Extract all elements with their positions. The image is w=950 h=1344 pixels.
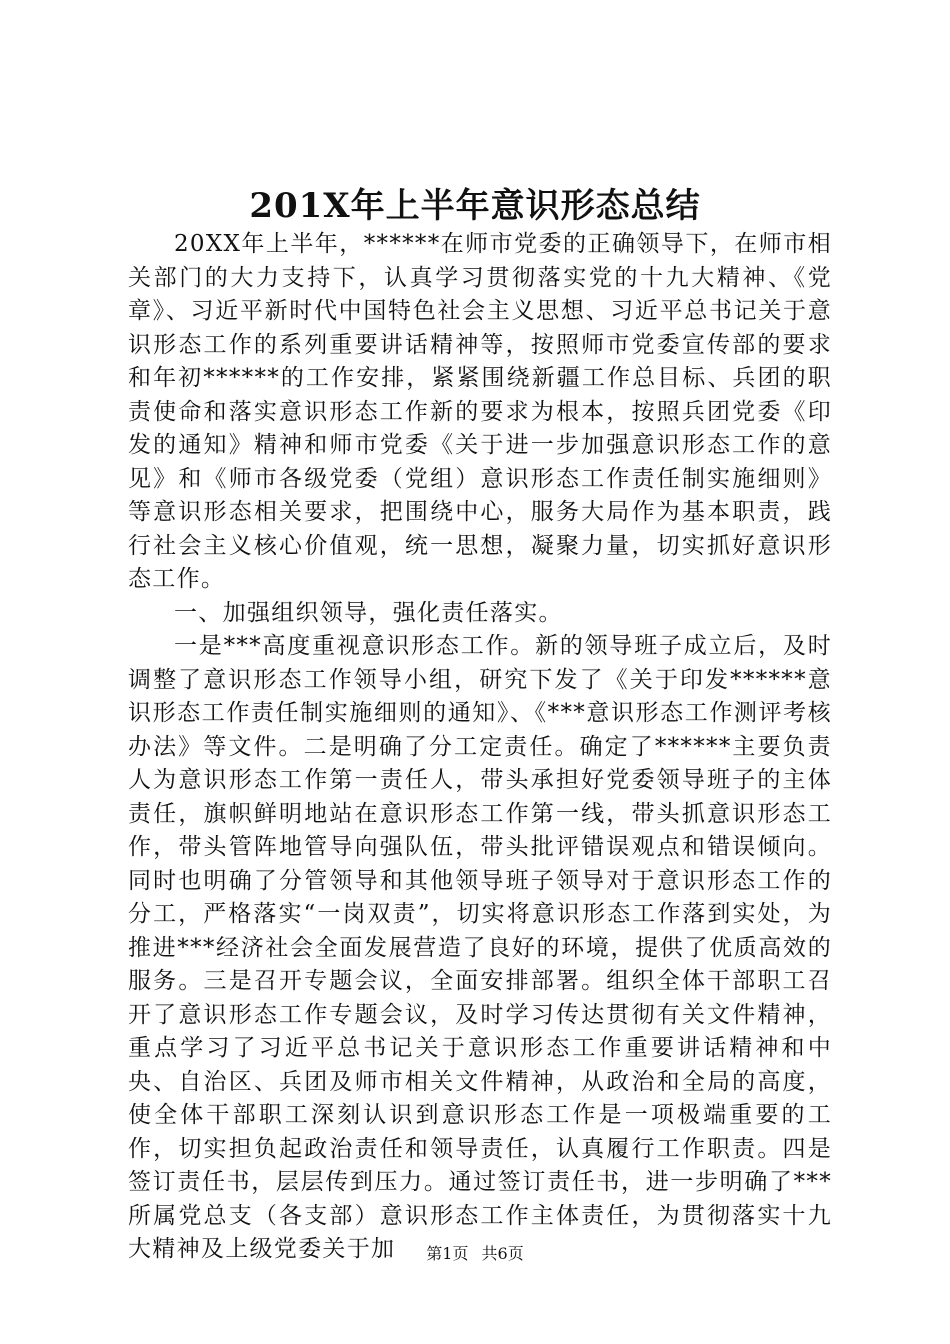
page-number: 第1页 <box>426 1244 469 1263</box>
document-title: 201X年上半年意识形态总结 <box>249 186 701 226</box>
paragraph-section-1: 一是***高度重视意识形态工作。新的领导班子成立后，及时调整了意识形态工作领导小组，研究下发了《关于印发******意识形态工作责任制实施细则的通知》、《***意识形态工作测评考核办法》等文件。二是明确了分工定责任。确定了******主要负责人为意识形态工作第一责任人，带头承担好党委领导班子的主体责任，旗帜鲜明地站在意识形态工作第一线，带头抓意识形态工作，带头管阵地管导向强队伍，带头批评错误观点和错误倾向。同时也明确了分管领导和其他领导班子领导对于意识形态工作的分工，严格落实“一岗双责”，切实将意识形态工作落到实处，为推进***经济社会全面发展营造了良好的环境，提供了优质高效的服务。三是召开专题会议，全面安排部署。组织全体干部职工召开了意识形态工作专题会议，及时学习传达贯彻有关文件精神，重点学习了习近平总书记关于意识形态工作重要讲话精神和中央、自治区、兵团及师市相关文件精神，从政治和全局的高度，使全体干部职工深刻认识到意识形态工作是一项极端重要的工作，切实担负起政治责任和领导责任，认真履行工作职责。四是签订责任书，层层传到压力。通过签订责任书，进一步明确了***所属党总支（各支部）意识形态工作主体责任，为贯彻落实十九大精神及上级党委关于加 <box>128 633 832 1262</box>
page-footer <box>0 1244 950 1264</box>
page-total: 共6页 <box>481 1244 524 1263</box>
paragraph-intro: 20XX年上半年，******在师市党委的正确领导下，在师市相关部门的大力支持下，认真学习贯彻落实党的十九大精神、《党章》、习近平新时代中国特色社会主义思想、习近平总书记关于意识形态工作的系列重要讲话精神等，按照师市党委宣传部的要求和年初******的工作安排，紧紧围绕新疆工作总目标、兵团的职责使命和落实意识形态工作新的要求为根本，按照兵团党委《印发的通知》精神和师市党委《关于进一步加强意识形态工作的意见》和《师市各级党委（党组）意识形态工作责任制实施细则》等意识形态相关要求，把围绕中心，服务大局作为基本职责，践行社会主义核心价值观，统一思想，凝聚力量，切实抓好意识形态工作。 <box>128 231 832 592</box>
document-body <box>128 228 832 1267</box>
section-heading-1: 一、加强组织领导，强化责任落实。 <box>174 599 563 626</box>
